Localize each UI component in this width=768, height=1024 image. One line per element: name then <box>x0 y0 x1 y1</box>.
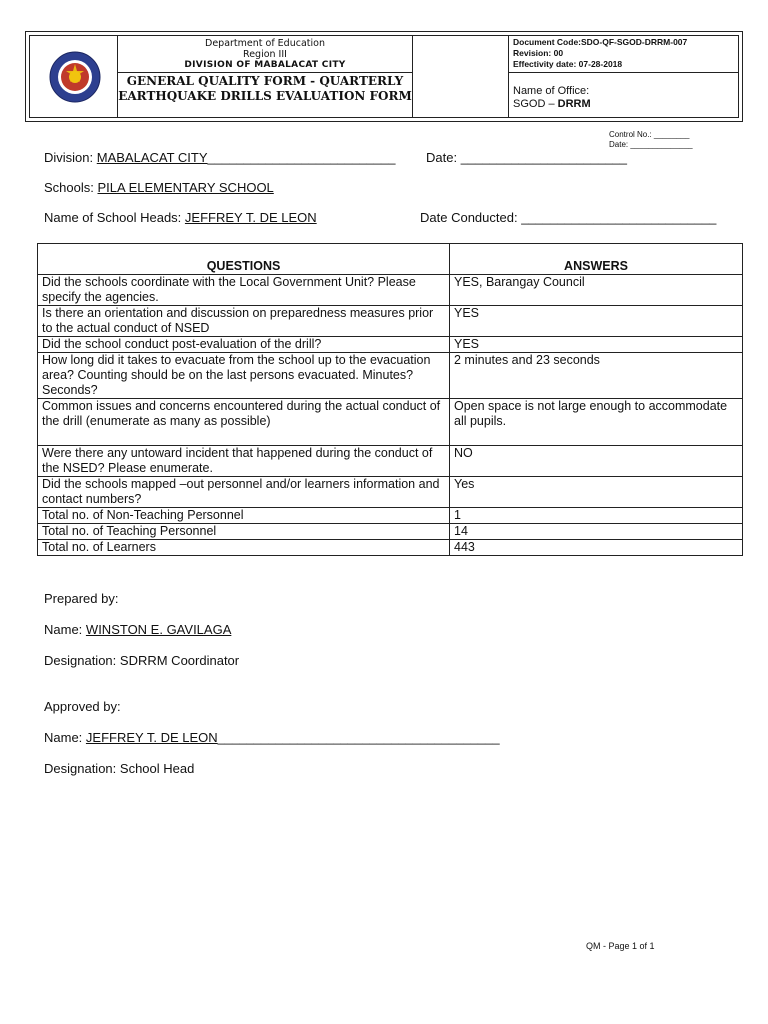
table-row <box>38 275 743 306</box>
question-cell: Is there an orientation and discussion on preparedness measures prior to the actual conduct of NSED <box>38 306 450 337</box>
table-row <box>38 508 743 524</box>
title-cell <box>118 36 413 117</box>
answer-cell: YES <box>450 306 743 337</box>
answer-cell: 2 minutes and 23 seconds <box>450 353 743 399</box>
answers-header: ANSWERS <box>450 244 743 275</box>
document-info-cell <box>509 36 738 117</box>
question-cell: How long did it takes to evacuate from the school up to the evacuation area? Counting should be on the last persons evacuated. Minutes? Seconds? <box>38 353 450 399</box>
office-label: Name of Office: <box>513 85 590 97</box>
answer-cell: YES <box>450 337 743 353</box>
blank-cell <box>413 36 509 117</box>
question-cell: Common issues and concerns encountered during the actual conduct of the drill (enumerate as many as possible) <box>38 399 450 446</box>
question-cell: Did the school conduct post-evaluation of the drill? <box>38 337 450 353</box>
page-footer: QM - Page 1 of 1 <box>586 941 655 951</box>
question-cell: Total no. of Non-Teaching Personnel <box>38 508 450 524</box>
date-line: Date: _______________________ <box>426 150 628 165</box>
effectivity-date: Effectivity date: 07-28-2018 <box>513 59 623 69</box>
division-name: DIVISION OF MABALACAT CITY <box>184 60 346 70</box>
control-block <box>609 130 693 150</box>
approved-designation-line: Designation: School Head <box>44 761 195 776</box>
approved-designation: School Head <box>119 761 195 776</box>
form-title: GENERAL QUALITY FORM - QUARTERLY EARTHQUAKE DRILLS EVALUATION FORM <box>118 74 412 103</box>
evaluation-table <box>37 243 743 556</box>
table-row <box>38 446 743 477</box>
table-row <box>38 399 743 446</box>
logo-cell <box>30 36 118 117</box>
table-row <box>38 353 743 399</box>
answer-cell: 443 <box>450 540 743 556</box>
table-row <box>38 306 743 337</box>
table-row <box>38 540 743 556</box>
office-name: SGOD – DRRM <box>513 98 591 110</box>
deped-seal-icon <box>49 51 101 103</box>
table-header-row <box>38 244 743 275</box>
question-cell: Total no. of Learners <box>38 540 450 556</box>
division-line: Division: MABALACAT CITY__________________________ <box>44 150 396 165</box>
prepared-designation: SDRRM Coordinator <box>119 653 240 668</box>
approved-name: JEFFREY T. DE LEON <box>85 730 218 745</box>
answer-cell: YES, Barangay Council <box>450 275 743 306</box>
control-date: Date: ______________ <box>609 140 693 149</box>
answer-cell: Yes <box>450 477 743 508</box>
prepared-designation-line: Designation: SDRRM Coordinator <box>44 653 240 668</box>
schools-line: Schools: PILA ELEMENTARY SCHOOL <box>44 180 274 195</box>
question-cell: Were there any untoward incident that happened during the conduct of the NSED? Please enumerate. <box>38 446 450 477</box>
school-heads-value: JEFFREY T. DE LEON <box>184 210 317 225</box>
answer-cell: 1 <box>450 508 743 524</box>
prepared-by-label: Prepared by: <box>44 591 119 606</box>
table-row <box>38 337 743 353</box>
school-heads-line: Name of School Heads: JEFFREY T. DE LEON <box>44 210 317 225</box>
approved-name-line: Name: JEFFREY T. DE LEON_______________________________________ <box>44 730 500 745</box>
question-cell: Did the schools mapped –out personnel and/or learners information and contact numbers? <box>38 477 450 508</box>
date-conducted-line: Date Conducted: ___________________________ <box>420 210 717 225</box>
schools-value: PILA ELEMENTARY SCHOOL <box>97 180 274 195</box>
prepared-name-line: Name: WINSTON E. GAVILAGA <box>44 622 232 637</box>
prepared-name: WINSTON E. GAVILAGA <box>85 622 232 637</box>
form-header <box>25 31 743 122</box>
answer-cell: Open space is not large enough to accommodate all pupils. <box>450 399 743 446</box>
table-row <box>38 477 743 508</box>
region-name: Region III <box>243 49 287 60</box>
question-cell: Total no. of Teaching Personnel <box>38 524 450 540</box>
department-name: Department of Education <box>205 38 325 49</box>
questions-header: QUESTIONS <box>38 244 450 275</box>
table-row <box>38 524 743 540</box>
revision: Revision: 00 <box>513 48 564 58</box>
answer-cell: 14 <box>450 524 743 540</box>
control-number: Control No.: ________ <box>609 130 690 139</box>
division-value: MABALACAT CITY <box>96 150 208 165</box>
document-code: Document Code:SDO-QF-SGOD-DRRM-007 <box>513 37 688 47</box>
answer-cell: NO <box>450 446 743 477</box>
approved-by-label: Approved by: <box>44 699 121 714</box>
question-cell: Did the schools coordinate with the Local Government Unit? Please specify the agencies. <box>38 275 450 306</box>
